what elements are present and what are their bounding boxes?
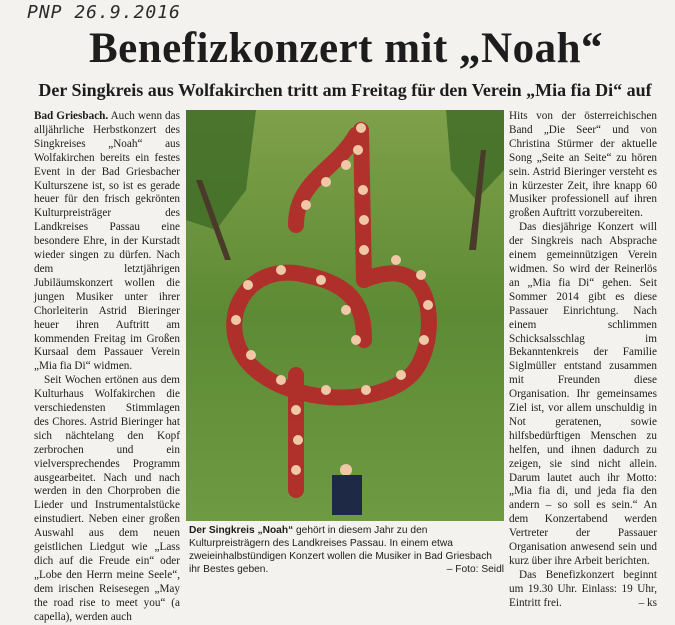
caption-text: gehört in diesem Jahr zu den Kulturpreisträgern des Landkreises Passau. In einem etwa zweieinhalbstündigen Konzert wollen die Musiker in Bad Griesbach ihr Bestes geben.	[189, 525, 492, 575]
caption-lead: Der Singkreis „Noah“	[189, 525, 294, 536]
article-paragraph	[34, 110, 180, 374]
article-column-right	[509, 110, 657, 611]
subheadline: Der Singkreis aus Wolfakirchen tritt am Freitag für den Verein „Mia fia Di“ auf	[38, 80, 652, 100]
paragraph-text: Auch wenn das alljährliche Herbstkonzert des Singkreises „Noah“ aus Wolfakirchen bereits ein festes Event in der Bad Griesbacher Kulturszene ist, so ist es gerade heuer für den frisch gekrönten Kulturpreisträger des Landkreises Passau eine besondere Ehre, in der Kurstadt wieder singen zu dürfen. Nach dem letztjährigen Jubiläumskonzert wollen die jungen Musiker unter ihrer Chorleiterin Astrid Bieringer heuer ihren Auftritt am kommenden Freitag im Großen Kursaal dem Passauer Verein „Mia fia Di“ widmen.	[34, 110, 180, 373]
photo-credit: – Foto: Seidl	[446, 564, 504, 575]
choir-photo	[186, 110, 504, 521]
choir-photo-illustration	[186, 110, 504, 521]
article-paragraph: Seit Wochen ertönen aus dem Kulturhaus Wolfakirchen die verschiedensten Stimmlagen des Chores. Astrid Bieringer hat sich nächtelang den Kopf zerbrochen und ein vielversprechendes Programm ausgearbeitet. Nach und nach werden in den Chorproben die Lieder und Instrumentalstücke einstudiert. Neben einer großen Auswahl aus dem neuen geistlichen Liedgut wie „Lass dich auf die Freude ein“ oder „Lobe den Herrn meine Seele“, dem irischen Reisesegen „May the road rise to meet you“ (a capella), werden auch	[34, 374, 180, 623]
article-paragraph: Das diesjährige Konzert will der Singkreis nach Absprache einem gemeinnützigen Verein widmen. So wird der Reinerlös an „Mia fia Di“ gehen. Seit Sommer 2014 gibt es diese Passauer Einrichtung. Nach einem schlimmen Schicksalsschlag im Bekanntenkreis der Familie Siglmüller entstand zusammen mit Freunden diese Organisation. Ihr gemeinsames Ziel ist, vor allem unschuldig in Not geratenen, sowie hilfsbedürftigen Menschen zu helfen, und ihnen dadurch zu zeigen, sie sind nicht allein. Darum lautet auch ihr Motto: „Mia fia di, und jeda fia den andern – so soll es sein.“ An dem Konzertabend werden Vertreter der Passauer Organisation anwesend sein und kurz über ihre Arbeit berichten.	[509, 221, 657, 567]
author-signature: – ks	[638, 596, 657, 609]
paragraph-text: Das Benefizkonzert beginnt um 19.30 Uhr. Einlass: 19 Uhr, Eintritt frei.	[509, 568, 657, 609]
article-paragraph	[509, 569, 657, 611]
dateline: Bad Griesbach.	[34, 110, 109, 122]
article-column-left	[34, 110, 180, 625]
handwritten-date-stamp: PNP 26.9.2016	[27, 2, 181, 23]
photo-caption	[189, 524, 504, 576]
headline: Benefizkonzert mit „Noah“	[88, 25, 604, 72]
article-paragraph: Hits von der österreichischen Band „Die Seer“ und von Christina Stürmer der aktuelle Song „Seite an Seite“ zu hören sein. Astrid Bieringer versteht es in kürzester Zeit, ihre knapp 60 Musiker professionell auf ihren großen Auftritt vorzubereiten.	[509, 110, 657, 220]
